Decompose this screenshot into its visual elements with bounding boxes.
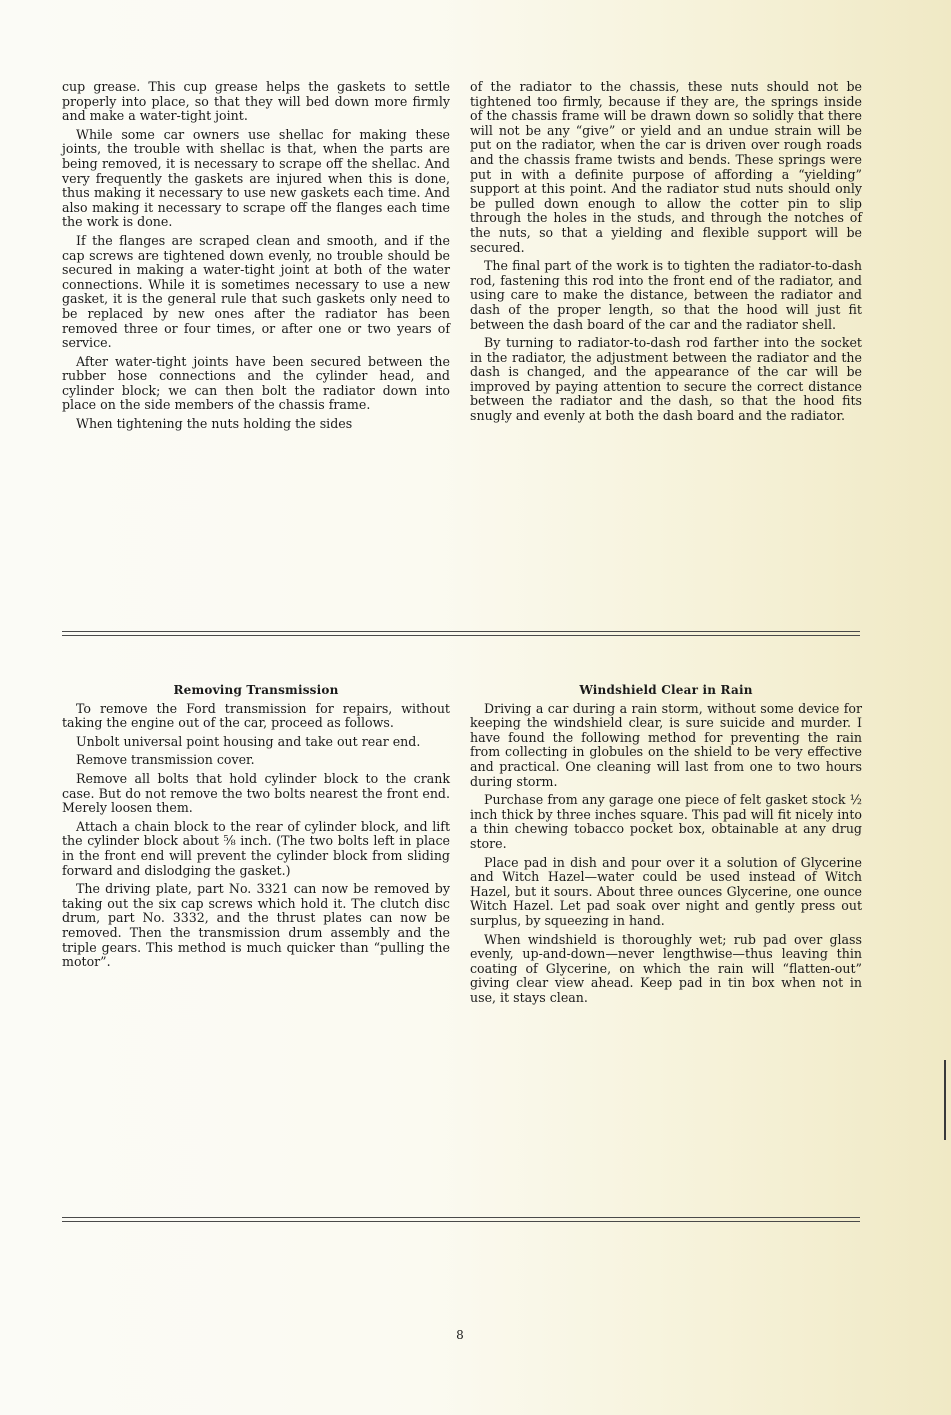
paragraph: Driving a car during a rain storm, without some device for keeping the windshield clear, is sure suicide and murder. I have found the following method for preventing the rain from collecting in globules on the shield to be very effective and practical. One cleaning will last from one to two hours during storm. — [470, 700, 862, 789]
section-divider-rule — [62, 1217, 860, 1222]
paragraph: After water-tight joints have been secured between the rubber hose connections and the cylinder head, and cylinder block; we can then bolt the radiator down into place on the side members of the chassis frame. — [62, 353, 450, 413]
paragraph: Place pad in dish and pour over it a solution of Glycerine and Witch Hazel—water could be used instead of Witch Hazel, but it sours. About three ounces Glycerine, one ounce Witch Hazel. Let pad soak over night and gently press out surplus, by squeezing in hand. — [470, 854, 862, 928]
paragraph: Remove transmission cover. — [76, 752, 255, 768]
article-heading: Removing Transmission — [173, 683, 339, 697]
article-heading: Windshield Clear in Rain — [579, 683, 753, 697]
paragraph: The driving plate, part No. 3321 can now be removed by taking out the six cap screws which hold it. The clutch disc drum, part No. 3332, and the thrust plates can now be removed. Then the transmission drum assembly and the triple gears. This method is much quicker than “pulling the motor”. — [62, 881, 450, 970]
paragraph: While some car owners use shellac for making these joints, the trouble with shellac is that, when the parts are being removed, it is necessary to scrape off the shellac. And very frequently the gaskets are injured when this is done, thus making it necessary to use new gaskets each time. And also making it necessary to scrape off the flanges each time the work is done. — [62, 126, 450, 230]
paragraph: To remove the Ford transmission for repairs, without taking the engine out of the car, proceed as follows. — [62, 700, 450, 731]
paragraph: Purchase from any garage one piece of felt gasket stock ½ inch thick by three inches square. This pad will fit nicely into a thin chewing tobacco pocket box, obtainable at any drug store. — [470, 792, 862, 851]
article-removing-transmission — [62, 683, 450, 974]
paragraph: cup grease. This cup grease helps the gaskets to settle properly into place, so that they will bed down more firmly and make a water-tight joint. — [62, 79, 450, 124]
paragraph: When tightening the nuts holding the sides — [76, 416, 353, 432]
scan-edge-mark — [944, 1060, 946, 1140]
article-windshield-clear-in-rain — [470, 683, 862, 1009]
paragraph: of the radiator to the chassis, these nuts should not be tightened too firmly, because if they are, the springs inside of the chassis frame will be drawn down so solidly that there will not be any “give” or yield and an undue strain will be put on the radiator, when the car is driven over rough roads and the chassis frame twists and bends. These springs were put in with a definite purpose of affording a “yielding” support at this point. And the radiator stud nuts should only be pulled down enough to allow the cotter pin to slip through the holes in the studs, and through the notches of the nuts, so that a yielding and flexible support will be secured. — [470, 79, 862, 255]
section-divider-rule — [62, 631, 860, 636]
paragraph: When windshield is thoroughly wet; rub pad over glass evenly, up-and-down—never lengthwise—thus leaving thin coating of Glycerine, on which the rain will “flatten-out” giving clear view ahead. Keep pad in tin box when not in use, it stays clean. — [470, 931, 862, 1005]
paragraph: If the flanges are scraped clean and smooth, and if the cap screws are tightened down evenly, no trouble should be secured in making a water-tight joint at both of the water connections. While it is sometimes necessary to use a new gasket, it is the general rule that such gaskets only need to be replaced by new ones after the radiator has been removed three or four times, or after one or two years of service. — [62, 232, 450, 351]
paragraph: Attach a chain block to the rear of cylinder block, and lift the cylinder block about ⅝ inch. (The two bolts left in place in the front end will prevent the cylinder block from sliding forward and dislodging the gasket.) — [62, 818, 450, 878]
radiator-text-column-left — [62, 80, 450, 436]
paragraph: Remove all bolts that hold cylinder block to the crank case. But do not remove the two bolts nearest the front end. Merely loosen them. — [62, 770, 450, 816]
page-number: 8 — [456, 1328, 464, 1342]
paragraph: Unbolt universal point housing and take out rear end. — [76, 733, 421, 749]
paragraph: The final part of the work is to tighten the radiator-to-dash rod, fastening this rod into the front end of the radiator, and using care to make the distance, between the radiator and dash of the proper length, so that the hood will just fit between the dash board of the car and the radiator shell. — [470, 258, 862, 332]
radiator-text-column-right — [470, 80, 862, 428]
paragraph: By turning to radiator-to-dash rod farther into the socket in the radiator, the adjustment between the radiator and the dash is changed, and the appearance of the car will be improved by paying attention to secure the correct distance between the radiator and the dash, so that the hood fits snugly and evenly at both the dash board and the radiator. — [470, 335, 862, 424]
